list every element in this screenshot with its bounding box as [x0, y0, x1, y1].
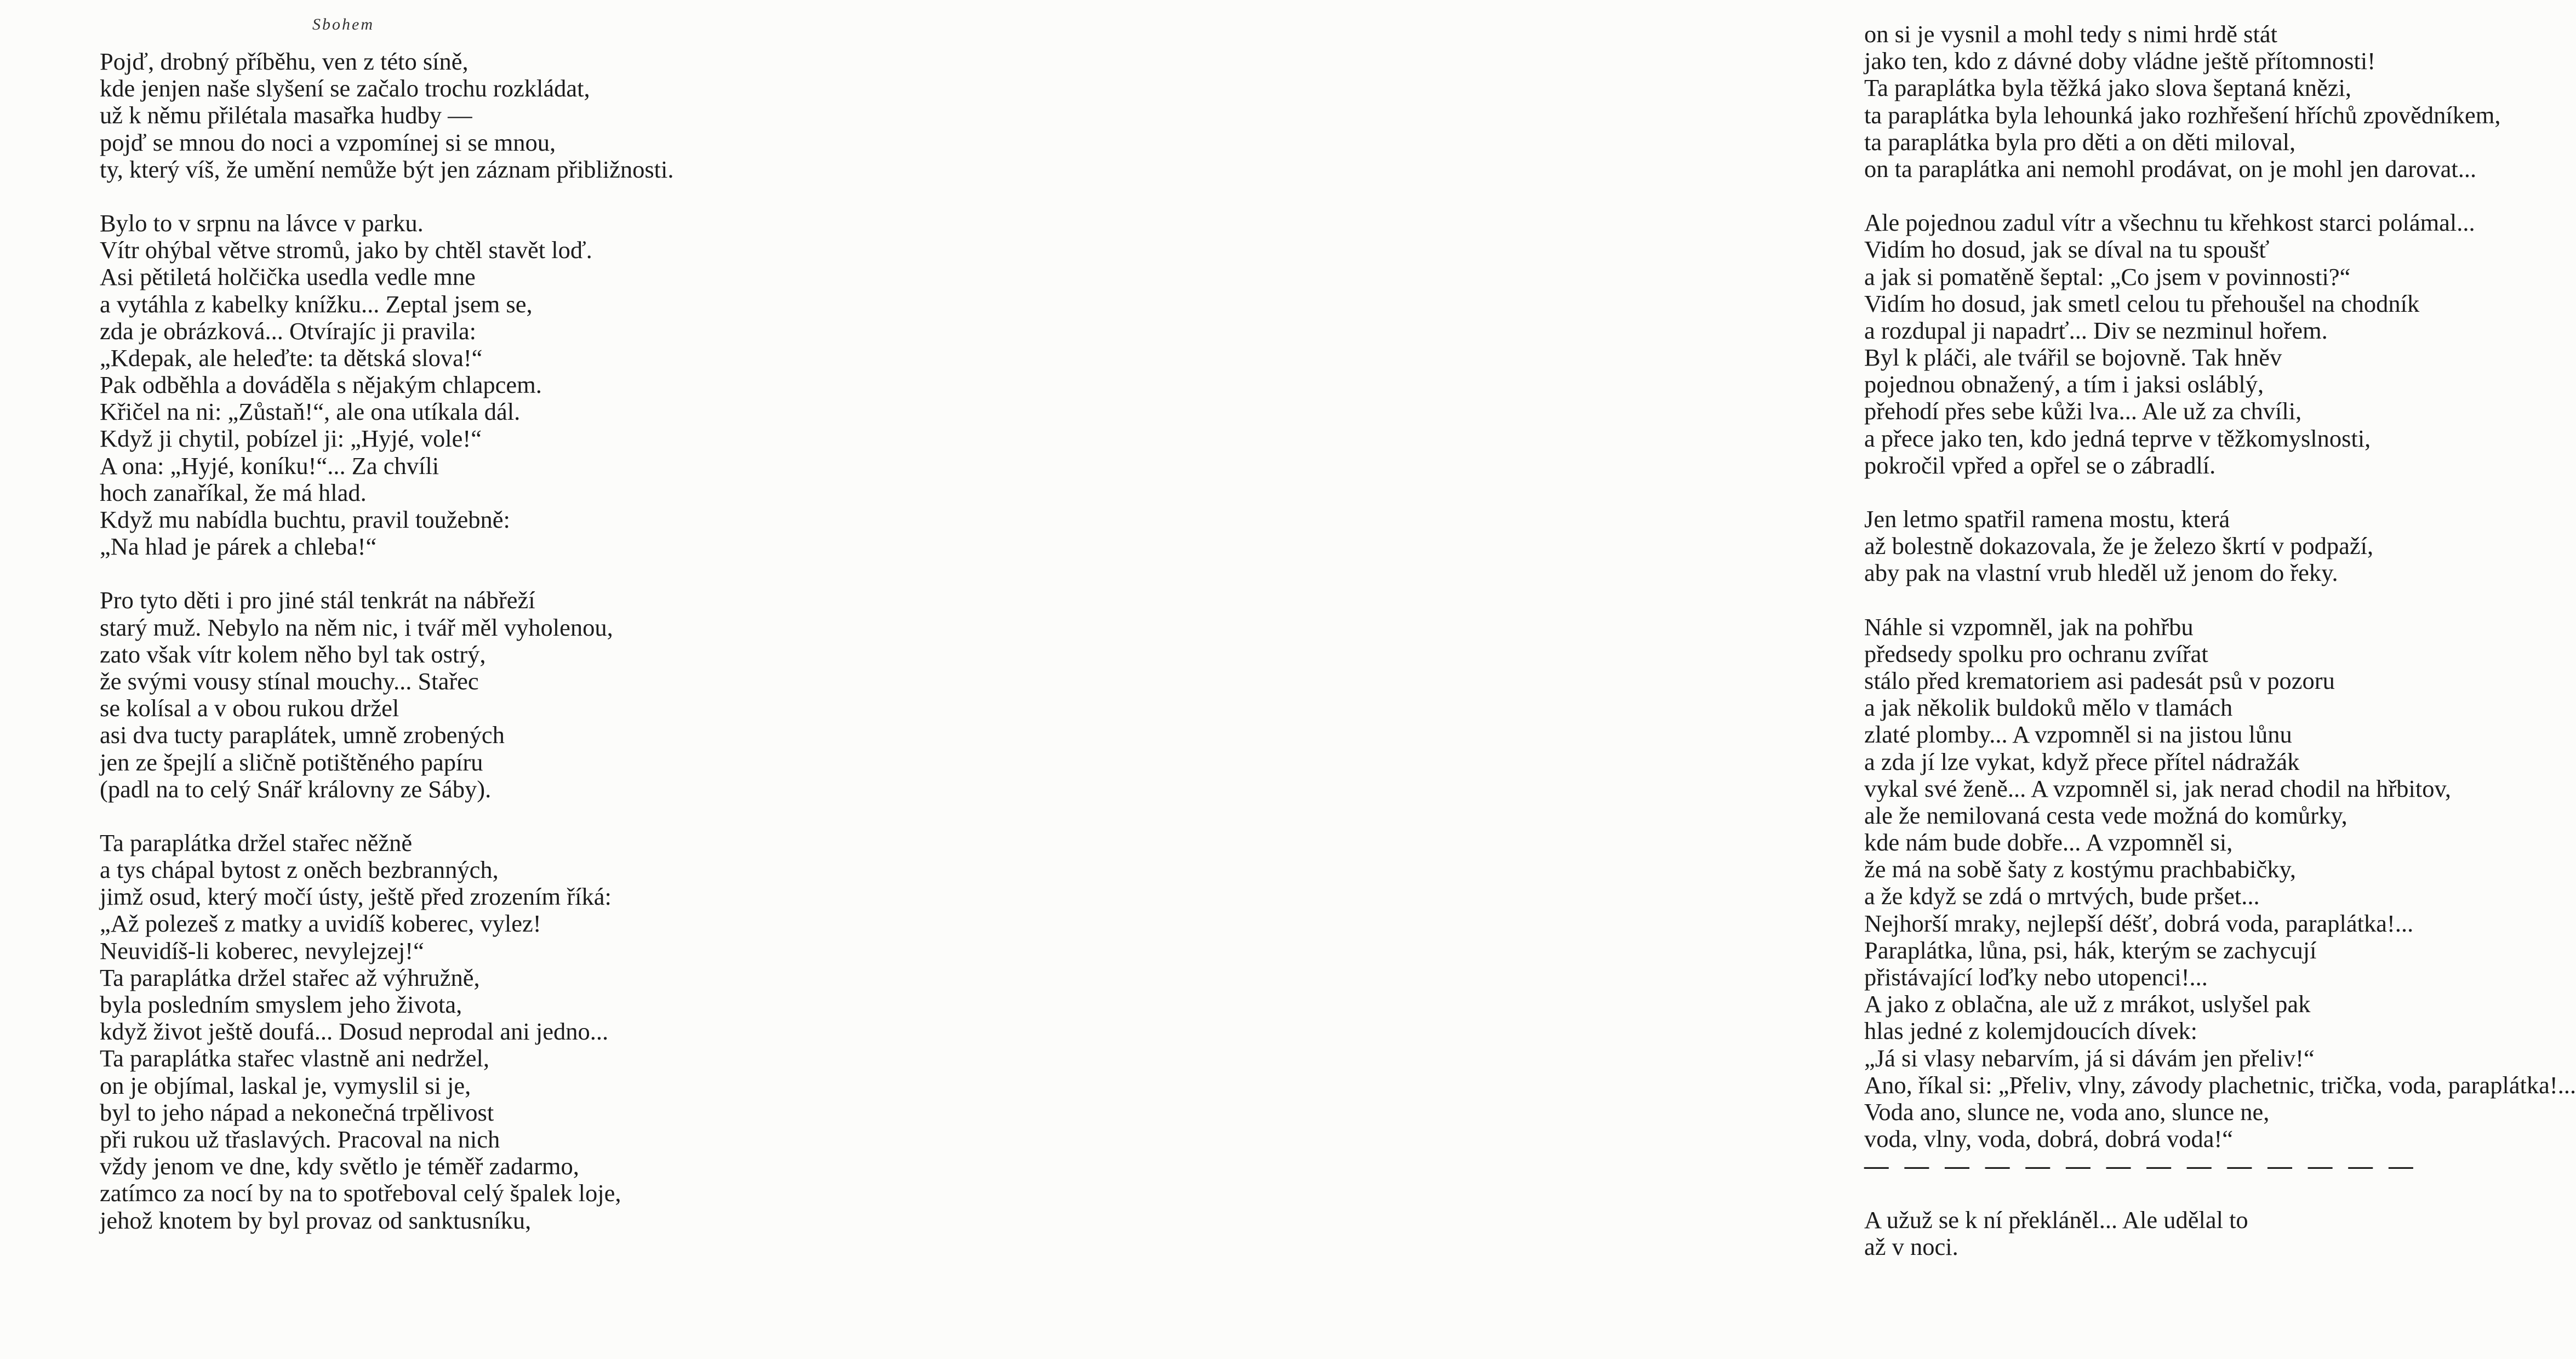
verse-line: Voda ano, slunce ne, voda ano, slunce ne, [1864, 1098, 2270, 1126]
verse-line: a vytáhla z kabelky knížku... Zeptal jsem se, [100, 290, 533, 318]
verse-line: voda, vlny, voda, dobrá, dobrá voda!“ [1864, 1125, 2234, 1153]
right-page [959, 0, 2576, 1359]
verse-line: a přece jako ten, kdo jedná teprve v těžkomyslnosti, [1864, 424, 2371, 452]
verse-line: Když mu nabídla buchtu, pravil toužebně: [100, 506, 510, 533]
verse-line: Pojď, drobný příběhu, ven z této síně, [100, 48, 469, 75]
verse-line: Ta paraplátka byla těžká jako slova šeptaná knězi, [1864, 74, 2351, 102]
verse-line: Vítr ohýbal větve stromů, jako by chtěl stavět loď. [100, 236, 592, 264]
verse-line: vždy jenom ve dne, kdy světlo je téměř zadarmo, [100, 1152, 579, 1180]
verse-line: „Já si vlasy nebarvím, já si dávám jen přeliv!“ [1864, 1044, 2315, 1072]
verse-line: zda je obrázková... Otvírajíc ji pravila: [100, 317, 476, 345]
verse-line: zatímco za nocí by na to spotřeboval celý špalek loje, [100, 1179, 621, 1207]
verse-line: že svými vousy stínal mouchy... Stařec [100, 667, 479, 695]
verse-line: vykal své ženě... A vzpomněl si, jak nerad chodil na hřbitov, [1864, 774, 2452, 802]
verse-line: a že když se zdá o mrtvých, bude pršet... [1864, 882, 2260, 910]
verse-line: on si je vysnil a mohl tedy s nimi hrdě stát [1864, 20, 2277, 48]
verse-line: „Až polezeš z matky a uvidíš koberec, vylez! [100, 910, 541, 938]
verse-line: Paraplátka, lůna, psi, hák, kterým se zachycují [1864, 936, 2317, 964]
verse-line: Pak odběhla a dováděla s nějakým chlapcem. [100, 371, 542, 399]
verse-line: Ta paraplátka stařec vlastně ani nedržel, [100, 1044, 489, 1072]
verse-line: Vidím ho dosud, jak smetl celou tu přehoušel na chodník [1864, 289, 2420, 317]
verse-line: jen ze špejlí a sličně potištěného papíru [100, 748, 483, 776]
verse-line: Ta paraplátka držel stařec až výhružně, [100, 963, 480, 991]
verse-line: až bolestně dokazovala, že je železo škrtí v podpaží, [1864, 532, 2374, 560]
verse-line: pokročil vpřed a opřel se o zábradlí. [1864, 451, 2216, 479]
verse-line: A jako z oblačna, ale už z mrákot, uslyšel pak [1864, 990, 2311, 1018]
right-page-text [959, 20, 2576, 1260]
verse-line: aby pak na vlastní vrub hleděl už jenom do řeky. [1864, 559, 2338, 587]
verse-line: jehož knotem by byl provaz od sanktusníku, [100, 1206, 532, 1234]
verse-line: Pro tyto děti i pro jiné stál tenkrát na nábřeží [100, 586, 535, 614]
verse-line: pojď se mnou do noci a vzpomínej si se mnou, [100, 128, 556, 156]
verse-line: jimž osud, který močí ústy, ještě před zrozením říká: [100, 883, 612, 911]
left-page [0, 0, 959, 1359]
verse-line: byl to jeho nápad a nekonečná trpělivost [100, 1098, 494, 1126]
verse-line: Byl k pláči, ale tvářil se bojovně. Tak hněv [1864, 344, 2282, 372]
verse-line: při rukou už třaslavých. Pracoval na nich [100, 1125, 500, 1153]
stanza [959, 1206, 2248, 1260]
verse-line: Náhle si vzpomněl, jak na pohřbu [1864, 613, 2194, 641]
stanza [100, 587, 674, 803]
verse-line: ty, který víš, že umění nemůže být jen záznam přibližnosti. [100, 155, 674, 183]
stanza [959, 505, 2374, 587]
stanza [959, 20, 2501, 182]
verse-line: Ale pojednou zadul vítr a všechnu tu křehkost starci polámal... [1864, 209, 2475, 237]
verse-line: když život ještě doufá... Dosud neprodal ani jedno... [100, 1018, 609, 1046]
verse-line: hlas jedné z kolemjdoucích dívek: [1864, 1017, 2197, 1045]
verse-line: zato však vítr kolem něho byl tak ostrý, [100, 640, 486, 668]
verse-line: a rozdupal ji napadrť... Div se nezminul hořem. [1864, 316, 2328, 344]
verse-line: ta paraplátka byla lehounká jako rozhřešení hříchů zpovědníkem, [1864, 101, 2501, 129]
verse-line: kde jenjen naše slyšení se začalo trochu rozkládat, [100, 75, 590, 102]
stanza [100, 48, 674, 183]
verse-line: pojednou obnažený, a tím i jaksi osláblý, [1864, 370, 2264, 398]
verse-line: starý muž. Nebylo na něm nic, i tvář měl vyholenou, [100, 613, 613, 641]
verse-line: hoch zanaříkal, že má hlad. [100, 478, 367, 506]
verse-line: Bylo to v srpnu na lávce v parku. [100, 209, 424, 237]
verse-line: Ta paraplátka držel stařec něžně [100, 829, 413, 856]
verse-line: až v noci. [1864, 1232, 1958, 1260]
verse-line: a zda jí lze vykat, když přece přítel nádražák [1864, 747, 2300, 775]
verse-line: a jak několik buldoků mělo v tlamách [1864, 694, 2233, 722]
stanza [959, 209, 2475, 479]
verse-line: asi dva tucty paraplátek, umně zrobených [100, 721, 505, 749]
verse-line: ale že nemilovaná cesta vede možná do komůrky, [1864, 801, 2347, 829]
verse-line: Nejhorší mraky, nejlepší déšť, dobrá voda, paraplátka!... [1864, 909, 2414, 937]
verse-line: přehodí přes sebe kůži lva... Ale už za chvíli, [1864, 397, 2302, 425]
verse-line: „Kdepak, ale heleďte: ta dětská slova!“ [100, 344, 483, 372]
verse-line: stálo před krematoriem asi padesát psů v pozoru [1864, 666, 2335, 694]
verse-line: Když ji chytil, pobízel ji: „Hyjé, vole!“ [100, 425, 482, 453]
verse-line: Asi pětiletá holčička usedla vedle mne [100, 263, 476, 291]
verse-line: Ano, říkal si: „Přeliv, vlny, závody plachetnic, trička, voda, paraplátka!... [1864, 1071, 2576, 1099]
stanza [959, 613, 2576, 1180]
verse-line: on je objímal, laskal je, vymyslil si je, [100, 1071, 471, 1099]
verse-line: Neuvidíš-li koberec, nevylejzej!“ [100, 937, 424, 964]
verse-line: ta paraplátka byla pro děti a on děti miloval, [1864, 128, 2296, 156]
verse-line: kde nám bude dobře... A vzpomněl si, [1864, 829, 2233, 856]
verse-line: zlaté plomby... A vzpomněl si na jistou lůnu [1864, 721, 2292, 749]
verse-line: on ta paraplátka ani nemohl prodávat, on je mohl jen darovat... [1864, 155, 2477, 182]
verse-line: (padl na to celý Snář královny ze Sáby). [100, 775, 492, 803]
verse-line: A užuž se k ní překláněl... Ale udělal to [1864, 1206, 2248, 1234]
verse-line: Křičel na ni: „Zůstaň!“, ale ona utíkala dál. [100, 398, 521, 426]
verse-line: už k němu přilétala masařka hudby — [100, 101, 472, 129]
dash-rule: — — — — — — — — — — — — — — [1864, 1152, 2418, 1180]
left-page-text [100, 48, 674, 1234]
stanza [100, 210, 674, 560]
verse-line: „Na hlad je párek a chleba!“ [100, 533, 377, 561]
verse-line: a tys chápal bytost z oněch bezbranných, [100, 856, 499, 884]
poem-title: Sbohem [312, 15, 374, 33]
verse-line: Jen letmo spatřil ramena mostu, která [1864, 505, 2230, 533]
verse-line: že má na sobě šaty z kostýmu prachbabičky, [1864, 855, 2296, 883]
verse-line: přistávající loďky nebo utopenci!... [1864, 963, 2208, 991]
stanza [100, 830, 674, 1234]
verse-line: A ona: „Hyjé, koníku!“... Za chvíli [100, 452, 439, 479]
verse-line: a jak si pomatěně šeptal: „Co jsem v povinnosti?“ [1864, 262, 2351, 290]
verse-line: Vidím ho dosud, jak se díval na tu spoušť [1864, 236, 2270, 264]
verse-line: jako ten, kdo z dávné doby vládne ještě přítomnosti! [1864, 47, 2376, 75]
verse-line: se kolísal a v obou rukou držel [100, 694, 399, 722]
verse-line: byla posledním smyslem jeho života, [100, 991, 462, 1018]
verse-line: předsedy spolku pro ochranu zvířat [1864, 639, 2208, 667]
